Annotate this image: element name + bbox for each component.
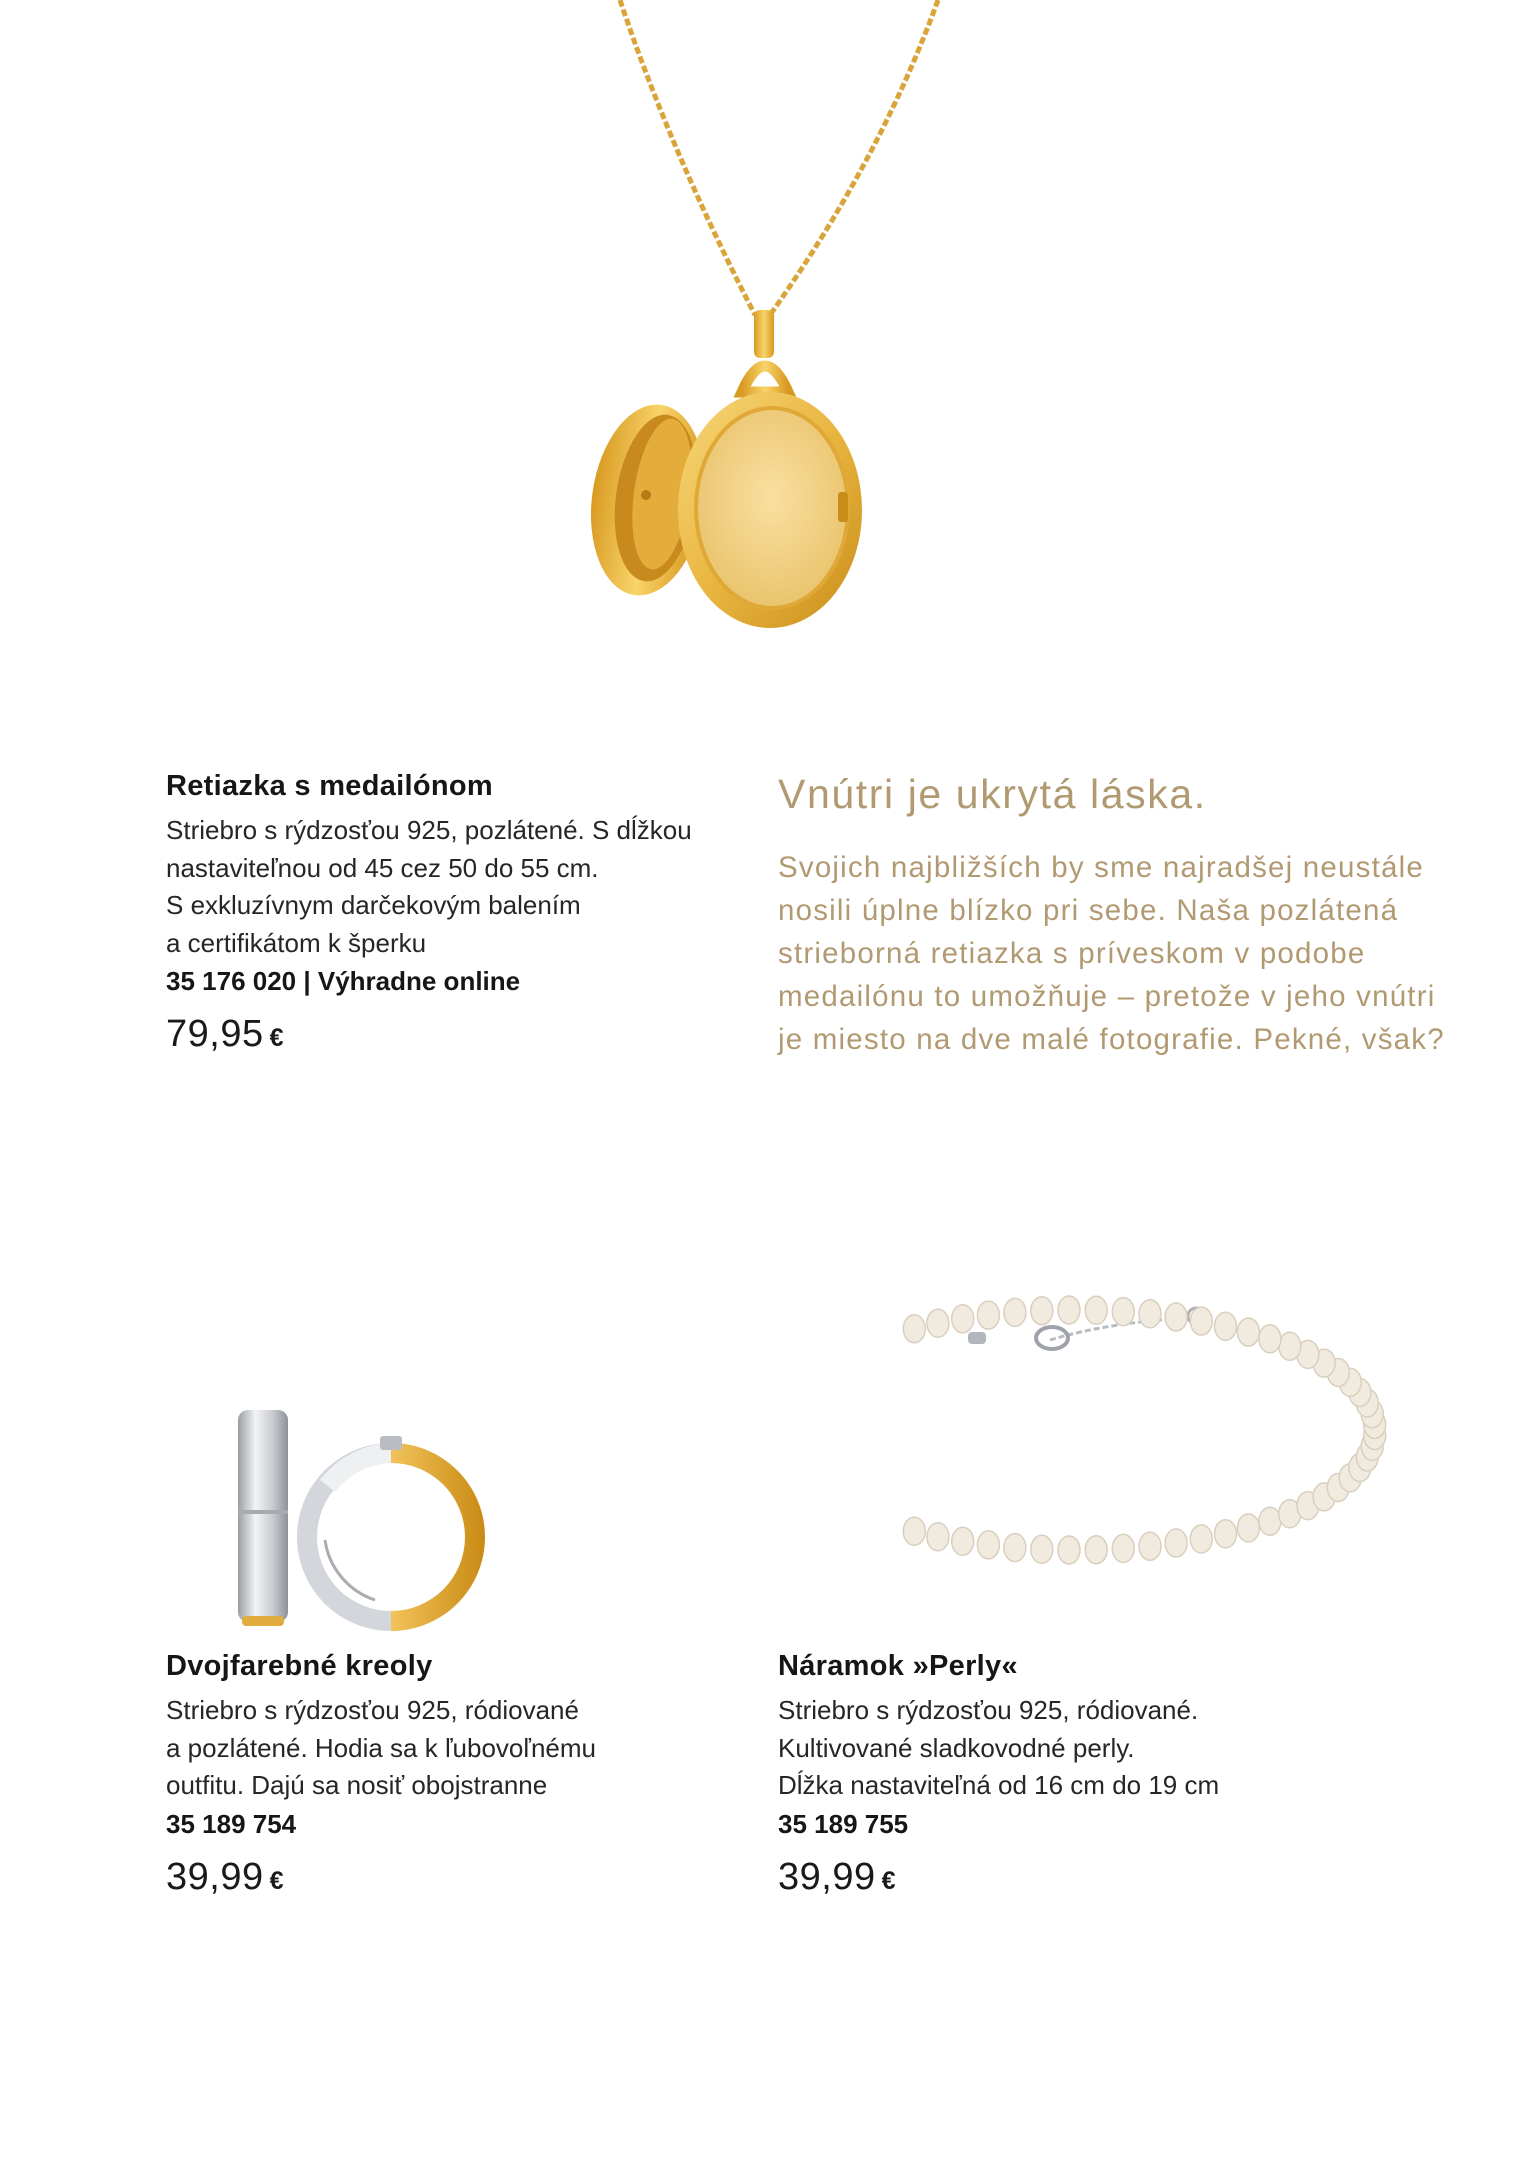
product-code: 35 176 020 | Výhradne online bbox=[166, 966, 521, 996]
description-line: nastaviteľnou od 45 cez 50 do 55 cm. bbox=[166, 852, 599, 883]
pearl bbox=[927, 1309, 949, 1337]
pearl bbox=[1279, 1332, 1301, 1360]
pearl bbox=[1004, 1534, 1026, 1562]
product-name: Náramok »Perly« bbox=[778, 1650, 1018, 1682]
pearl bbox=[1112, 1298, 1134, 1326]
pearl bbox=[1165, 1529, 1187, 1557]
pearl bbox=[1085, 1536, 1107, 1564]
product-description bbox=[778, 1692, 1378, 1805]
pearl bbox=[1259, 1507, 1281, 1535]
product-price bbox=[166, 1012, 766, 1060]
story-line: Svojich najbližších by sme najradšej neustále bbox=[778, 851, 1424, 884]
pearl bbox=[903, 1315, 925, 1343]
product-code: 35 189 754 bbox=[166, 1808, 297, 1839]
pearl bbox=[1058, 1296, 1080, 1324]
pearl bbox=[1085, 1296, 1107, 1324]
pearl bbox=[1237, 1514, 1259, 1542]
earrings-illustration bbox=[170, 1380, 570, 1660]
product-locket-necklace bbox=[166, 768, 766, 1060]
product-price bbox=[778, 1855, 1378, 1903]
description-line: outfitu. Dajú sa nosiť obojstranne bbox=[166, 1770, 548, 1800]
price-value: 79,95 bbox=[166, 1013, 264, 1055]
story-text bbox=[778, 846, 1498, 1061]
description-line: Kultivované sladkovodné perly. bbox=[778, 1732, 1135, 1763]
product-description bbox=[166, 1692, 766, 1805]
story-line: medailónu to umožňuje – pretože v jeho vnútri bbox=[778, 980, 1436, 1013]
currency-symbol: € bbox=[269, 1024, 284, 1052]
description-line: Dĺžka nastaviteľná od 16 cm do 19 cm bbox=[778, 1770, 1220, 1800]
story-line: nosili úplne blízko pri sebe. Naša pozlátená bbox=[778, 894, 1399, 927]
product-price bbox=[166, 1855, 766, 1903]
description-line: a certifikátom k šperku bbox=[166, 927, 427, 958]
product-description bbox=[166, 812, 766, 962]
price-value: 39,99 bbox=[778, 1855, 876, 1898]
pearl bbox=[977, 1531, 999, 1559]
locket-illustration bbox=[560, 0, 980, 640]
story-line: je miesto na dve malé fotografie. Pekné, však? bbox=[778, 1023, 1445, 1056]
pearl bbox=[1031, 1297, 1053, 1325]
description-line: Striebro s rýdzosťou 925, ródiované. bbox=[778, 1695, 1199, 1725]
product-name: Retiazka s medailónom bbox=[166, 770, 494, 802]
bracelet-illustration bbox=[750, 1270, 1400, 1620]
two-tone-hoop-earrings-image bbox=[170, 1380, 570, 1660]
pearl bbox=[1190, 1307, 1212, 1335]
pearl bbox=[903, 1517, 925, 1545]
pearl bbox=[1190, 1525, 1212, 1553]
pearl bbox=[1215, 1312, 1237, 1340]
pearl bbox=[952, 1527, 974, 1555]
currency-symbol: € bbox=[269, 1866, 284, 1895]
currency-symbol: € bbox=[881, 1866, 896, 1895]
story-title: Vnútri je ukrytá láska. bbox=[778, 771, 1207, 817]
pearl bbox=[1139, 1300, 1161, 1328]
product-code: 35 189 755 bbox=[778, 1808, 909, 1839]
pearl-bracelet-image bbox=[750, 1270, 1400, 1620]
description-line: a pozlátené. Hodia sa k ľubovoľnému bbox=[166, 1732, 596, 1763]
description-line: S exkluzívnym darčekovým balením bbox=[166, 890, 581, 920]
pearl bbox=[1004, 1298, 1026, 1326]
price-value: 39,99 bbox=[166, 1855, 264, 1898]
pearl bbox=[952, 1305, 974, 1333]
product-hoop-earrings bbox=[166, 1648, 766, 1903]
pearl bbox=[1165, 1303, 1187, 1331]
pearl bbox=[1215, 1520, 1237, 1548]
pearl bbox=[1031, 1535, 1053, 1563]
pearl bbox=[977, 1301, 999, 1329]
pearl bbox=[927, 1523, 949, 1551]
gold-locket-necklace-image bbox=[560, 0, 980, 640]
pearl bbox=[1237, 1318, 1259, 1346]
description-line: Striebro s rýdzosťou 925, pozlátené. S dĺžkou bbox=[166, 815, 692, 845]
pearl bbox=[1058, 1536, 1080, 1564]
pearl bbox=[1259, 1325, 1281, 1353]
story-block bbox=[778, 768, 1498, 1061]
product-pearl-bracelet bbox=[778, 1648, 1378, 1903]
story-line: strieborná retiazka s príveskom v podobe bbox=[778, 937, 1366, 970]
description-line: Striebro s rýdzosťou 925, ródiované bbox=[166, 1695, 579, 1725]
pearl bbox=[1139, 1532, 1161, 1560]
pearl bbox=[1112, 1534, 1134, 1562]
product-name: Dvojfarebné kreoly bbox=[166, 1650, 433, 1682]
